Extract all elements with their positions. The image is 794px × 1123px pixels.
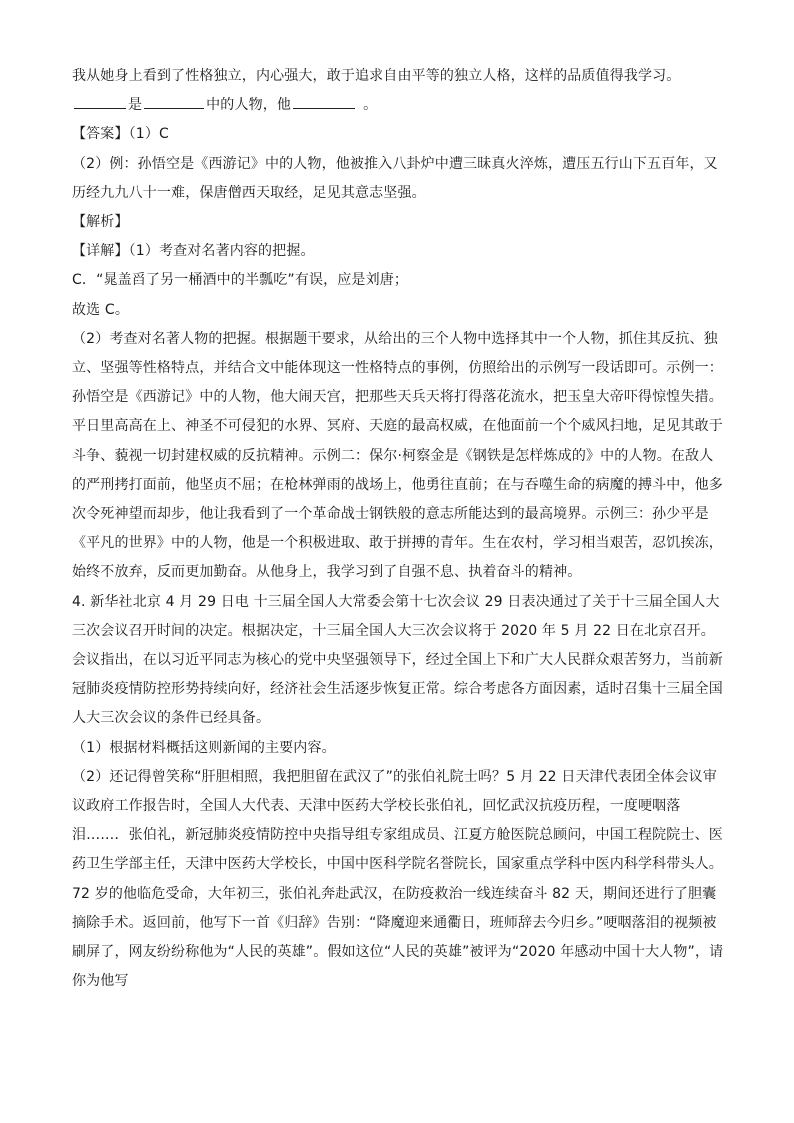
answer-blank bbox=[144, 92, 204, 109]
detail-1: （1）考查对名著内容的把握。 bbox=[128, 243, 315, 260]
answer-label: 【答案】 bbox=[72, 126, 129, 143]
detail-choose: 故选 C。 bbox=[72, 301, 129, 318]
text-fragment: 中的人物，他 bbox=[206, 97, 292, 114]
document-body bbox=[72, 62, 724, 997]
text-fragment: 是 bbox=[128, 97, 143, 114]
detail-c: C．“晁盖舀了另一桶酒中的半瓢吃”有误，应是刘唐； bbox=[72, 272, 409, 289]
text-fragment: 。 bbox=[363, 97, 378, 114]
question-4-2: （2）还记得曾笑称“肝胆相照，我把胆留在武汉了”的张伯礼院士吗？5 月 22 日天津代表团全体会议审议政府工作报告时，全国人大代表、天津中医药大学校长张伯礼，回忆武汉抗疫历程，一度哽咽落泪……．张伯礼，新冠肺炎疫情防控中央指导组专家组成员、江夏方舱医院总顾问，中国工程院院士、医药卫生学部主任，天津中医药大学校长，中国中医科学院名誉院长，国家重点学科中医内科学科带头人。72 岁的他临危受命，大年初三，张伯礼奔赴武汉，在防疫救治一线连续奋斗 82 天，期间还进行了胆囊摘除手术。返回前，他写下一首《归辞》告别：“降魔迎来通衢日，班师辞去今归乡。”哽咽落泪的视频被刷屏了，网友纷纷称他为“人民的英雄”。假如这位“人民的英雄”被评为“2020 年感动中国十大人物”，请你为他写 bbox=[72, 768, 724, 990]
fill-in-line bbox=[72, 91, 724, 120]
detail-label: 【详解】 bbox=[72, 243, 129, 260]
question-4-1: （1）根据材料概括这则新闻的主要内容。 bbox=[72, 739, 336, 756]
analysis-label: 【解析】 bbox=[72, 214, 129, 231]
answer-2: （2）例：孙悟空是《西游记》中的人物，他被推入八卦炉中遭三昧真火淬炼，遭压五行山下五百年，又历经九九八十一难，保唐僧西天取经，足见其意志坚强。 bbox=[72, 155, 718, 201]
detail-2: （2）考查对名著人物的把握。根据题干要求，从给出的三个人物中选择其中一个人物，抓住其反抗、独立、坚强等性格特点，并结合文中能体现这一性格特点的事例，仿照给出的示例写一段话即可。示例一：孙悟空是《西游记》中的人物，他大闹天宫，把那些天兵天将打得落花流水，把玉皇大帝吓得惊惶失措。平日里高高在上、神圣不可侵犯的水界、冥府、天庭的最高权威，在他面前一个个威风扫地，足见其敢于斗争、藐视一切封建权威的反抗精神。示例二：保尔·柯察金是《钢铁是怎样炼成的》中的人物。在敌人的严刑拷打面前，他坚贞不屈；在枪林弹雨的战场上，他勇往直前；在与吞噬生命的病魔的搏斗中，他多次令死神望而却步，他让我看到了一个革命战士钢铁般的意志所能达到的最高境界。示例三：孙少平是《平凡的世界》中的人物，他是一个积极进取、敢于拼搏的青年。生在农村，学习相当艰苦，忍饥挨冻，始终不放弃，反而更加勤奋。从他身上，我学习到了自强不息、执着奋斗的精神。 bbox=[72, 330, 723, 581]
text-line: 我从她身上看到了性格独立，内心强大，敢于追求自由平等的独立人格，这样的品质值得我学习。 bbox=[72, 68, 681, 84]
question-4: 4. 新华社北京 4 月 29 日电 十三届全国人大常委会第十七次会议 29 日表决通过了关于十三届全国人大三次会议召开时间的决定。根据决定，十三届全国人大三次会议将于 2020 年 5 月 22 日在北京召开。会议指出，在以习近平同志为核心的党中央坚强领导下，经过全国上下和广大人民群众艰苦努力，当前新冠肺炎疫情防控形势持续向好，经济社会生活逐步恢复正常。综合考虑各方面因素，适时召集十三届全国人大三次会议的条件已经具备。 bbox=[72, 593, 723, 727]
answer-blank bbox=[74, 92, 126, 109]
answer-blank bbox=[293, 92, 355, 109]
answer-1: （1）C bbox=[128, 126, 169, 143]
detail-line bbox=[72, 237, 724, 266]
answer-line bbox=[72, 120, 724, 149]
